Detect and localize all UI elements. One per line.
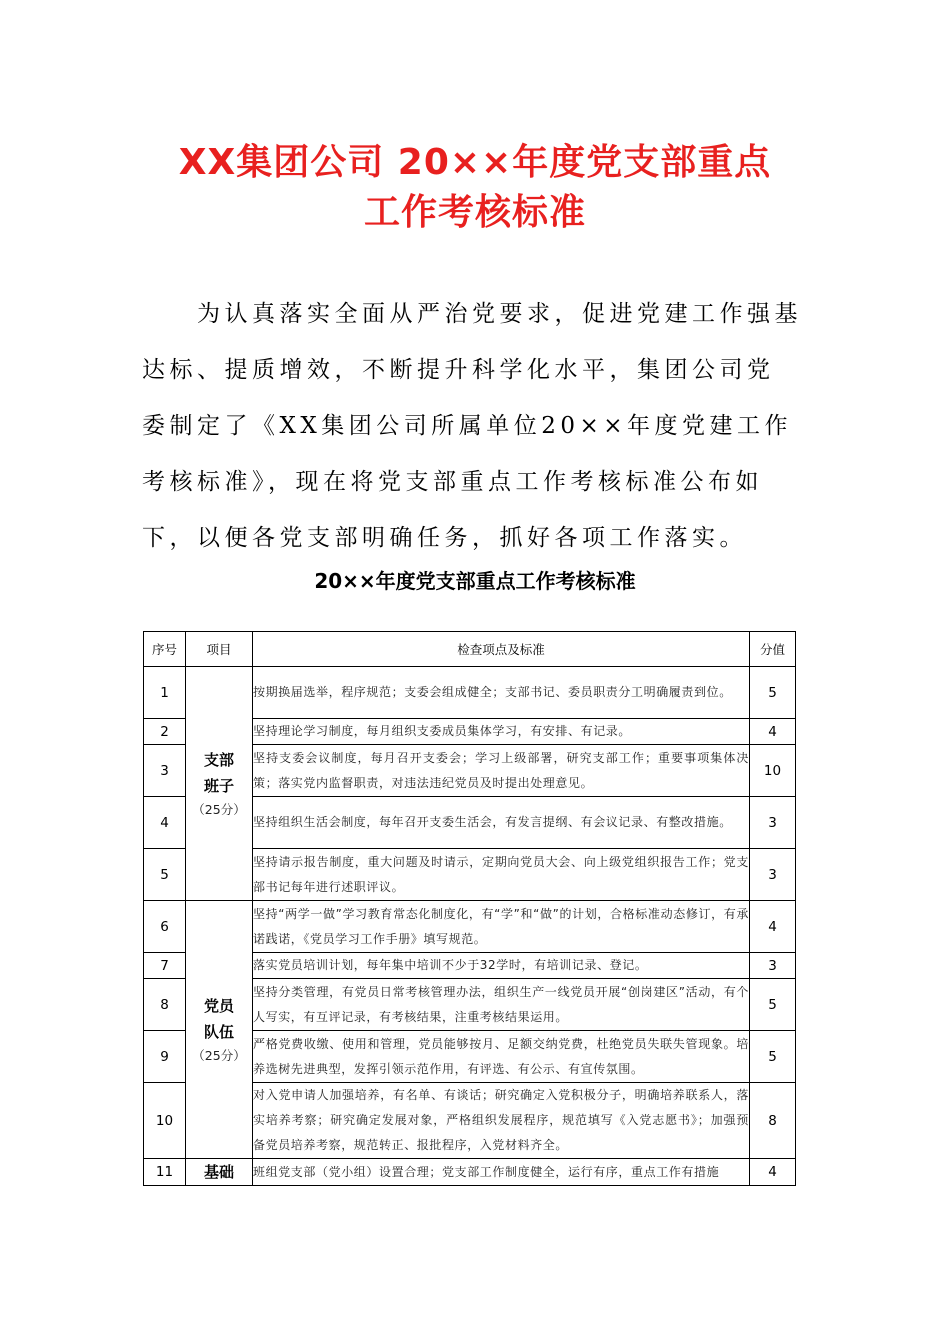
category-name: 支部 班子: [203, 750, 234, 795]
table-header-row: [144, 632, 796, 667]
header-seq: 序号: [144, 632, 186, 667]
row-standard: 班组党支部（党小组）设置合理；党支部工作制度健全，运行有序，重点工作有措施: [253, 1159, 750, 1186]
row-score: 5: [750, 1031, 796, 1083]
row-seq: 10: [144, 1083, 186, 1159]
table-title: 20××年度党支部重点工作考核标准: [314, 569, 636, 593]
intro-line: 为认真落实全面从严治党要求，促进党建工作强基: [142, 301, 802, 327]
row-standard: 坚持“两学一做”学习教育常态化制度化，有“学”和“做”的计划，合格标准动态修订，有承诺践诺，《党员学习工作手册》填写规范。: [253, 901, 750, 953]
header-score: 分值: [750, 632, 796, 667]
row-seq: 4: [144, 797, 186, 849]
table-row: [144, 667, 796, 719]
row-score: 8: [750, 1083, 796, 1159]
intro-line: 委制定了《XX集团公司所属单位20××年度党建工作: [142, 413, 793, 439]
row-seq: 8: [144, 979, 186, 1031]
row-seq: 7: [144, 953, 186, 979]
category-name: 基础: [203, 1163, 234, 1181]
row-score: 10: [750, 745, 796, 797]
category-name: 党员 队伍: [203, 996, 234, 1041]
intro-line: 考核标准》，现在将党支部重点工作考核标准公布如: [142, 469, 763, 495]
document-title: [0, 138, 950, 238]
title-line-1: XX集团公司 20××年度党支部重点: [178, 142, 772, 183]
row-standard: 严格党费收缴、使用和管理，党员能够按月、足额交纳党费，杜绝党员失联失管现象。培养选树先进典型，发挥引领示范作用，有评选、有公示、有宣传氛围。: [253, 1031, 750, 1083]
row-score: 3: [750, 797, 796, 849]
assessment-table: [143, 631, 796, 1186]
row-seq: 3: [144, 745, 186, 797]
title-line-2: 工作考核标准: [363, 192, 586, 233]
row-standard: 按期换届选举，程序规范；支委会组成健全；支部书记、委员职责分工明确履责到位。: [253, 667, 750, 719]
category-points: （25分）: [192, 1047, 246, 1063]
row-standard: 坚持组织生活会制度，每年召开支委生活会，有发言提纲、有会议记录、有整改措施。: [253, 797, 750, 849]
category-foundation: [186, 1159, 253, 1186]
row-score: 3: [750, 849, 796, 901]
row-standard: 落实党员培训计划，每年集中培训不少于32学时，有培训记录、登记。: [253, 953, 750, 979]
row-seq: 6: [144, 901, 186, 953]
row-seq: 1: [144, 667, 186, 719]
row-seq: 9: [144, 1031, 186, 1083]
row-standard: 坚持请示报告制度，重大问题及时请示，定期向党员大会、向上级党组织报告工作；党支部书记每年进行述职评议。: [253, 849, 750, 901]
intro-line: 达标、提质增效，不断提升科学化水平，集团公司党: [142, 357, 775, 383]
category-branch-committee: [186, 667, 253, 901]
row-score: 4: [750, 901, 796, 953]
row-standard: 坚持分类管理，有党员日常考核管理办法，组织生产一线党员开展“创岗建区”活动，有个人写实，有互评记录，有考核结果，注重考核结果运用。: [253, 979, 750, 1031]
row-seq: 2: [144, 719, 186, 745]
row-standard: 坚持支委会议制度，每月召开支委会；学习上级部署，研究支部工作；重要事项集体决策；落实党内监督职责，对违法违纪党员及时提出处理意见。: [253, 745, 750, 797]
header-standard: 检查项点及标准: [253, 632, 750, 667]
intro-paragraph: [142, 286, 806, 566]
row-standard: 坚持理论学习制度，每月组织支委成员集体学习，有安排、有记录。: [253, 719, 750, 745]
row-seq: 5: [144, 849, 186, 901]
category-party-members: [186, 901, 253, 1159]
row-score: 3: [750, 953, 796, 979]
row-standard: 对入党申请人加强培养，有名单、有谈话；研究确定入党积极分子，明确培养联系人，落实培养考察；研究确定发展对象，严格组织发展程序，规范填写《入党志愿书》；加强预备党员培养考察，规范转正、报批程序，入党材料齐全。: [253, 1083, 750, 1159]
category-points: （25分）: [192, 801, 246, 817]
row-seq: 11: [144, 1159, 186, 1186]
row-score: 5: [750, 667, 796, 719]
table-row: [144, 1159, 796, 1186]
row-score: 5: [750, 979, 796, 1031]
row-score: 4: [750, 1159, 796, 1186]
intro-line: 下，以便各党支部明确任务，抓好各项工作落实。: [142, 525, 747, 551]
header-item: 项目: [186, 632, 253, 667]
row-score: 4: [750, 719, 796, 745]
table-row: [144, 901, 796, 953]
